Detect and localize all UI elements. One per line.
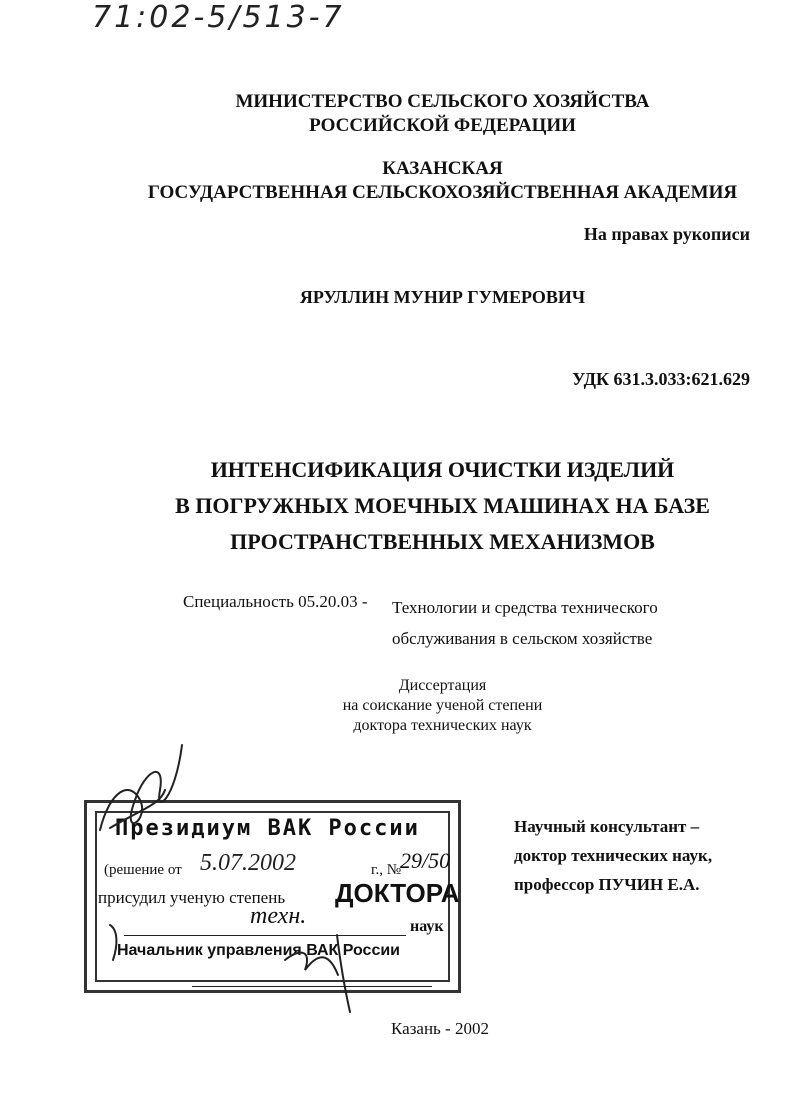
author-name: ЯРУЛЛИН МУНИР ГУМЕРОВИЧ bbox=[299, 287, 586, 307]
rights-note: На правах рукописи bbox=[583, 224, 750, 244]
specialty-value-line-1: Технологии и средства технического bbox=[392, 598, 658, 617]
consultant-line-2: доктор технических наук, bbox=[514, 846, 713, 865]
consultant-line-1: Научный консультант – bbox=[514, 817, 700, 836]
dissertation-line-3: доктора технических наук bbox=[353, 717, 532, 734]
specialty-value bbox=[392, 592, 712, 654]
stamp-decision-label: (решение от bbox=[104, 862, 182, 878]
thesis-title bbox=[0, 452, 798, 560]
scientific-consultant bbox=[514, 812, 712, 899]
dissertation-line-1: Диссертация bbox=[398, 677, 487, 694]
consultant-line-3: профессор ПУЧИН Е.А. bbox=[514, 875, 700, 894]
stamp-field: техн. bbox=[250, 903, 307, 929]
stamp-awarded-text: присудил ученую степень bbox=[98, 888, 286, 907]
city-year: Казань - 2002 bbox=[391, 1019, 489, 1038]
dissertation-note bbox=[0, 676, 798, 736]
stamp-degree: ДОКТОРА bbox=[335, 878, 460, 908]
stamp-sciences: наук bbox=[410, 918, 444, 935]
specialty-value-line-2: обслуживания в сельском хозяйстве bbox=[392, 629, 653, 648]
ministry-header bbox=[0, 90, 798, 138]
udk-code: УДК 631.3.033:621.629 bbox=[572, 369, 750, 389]
archive-code: 71:02-5/513-7 bbox=[92, 0, 345, 35]
dissertation-line-2: на соискание ученой степени bbox=[342, 697, 543, 714]
stamp-number: 29/50 bbox=[400, 848, 451, 873]
stamp-title: Президиум ВАК России bbox=[115, 816, 420, 841]
stamp-signature-line bbox=[192, 986, 432, 987]
academy-line-1: КАЗАНСКАЯ bbox=[382, 158, 503, 179]
ministry-line-1: МИНИСТЕРСТВО СЕЛЬСКОГО ХОЗЯЙСТВА bbox=[235, 91, 650, 112]
stamp-field-underline bbox=[124, 935, 406, 936]
academy-header bbox=[0, 157, 798, 205]
title-line-2: В ПОГРУЖНЫХ МОЕЧНЫХ МАШИНАХ НА БАЗЕ bbox=[175, 493, 710, 518]
specialty-label: Специальность 05.20.03 - bbox=[183, 592, 368, 611]
stamp-date: 5.07.2002 bbox=[200, 850, 296, 876]
academy-line-2: ГОСУДАРСТВЕННАЯ СЕЛЬСКОХОЗЯЙСТВЕННАЯ АКАДЕМИЯ bbox=[147, 182, 738, 203]
ministry-line-2: РОССИЙСКОЙ ФЕДЕРАЦИИ bbox=[309, 115, 576, 136]
title-line-3: ПРОСТРАНСТВЕННЫХ МЕХАНИЗМОВ bbox=[230, 529, 655, 554]
title-line-1: ИНТЕНСИФИКАЦИЯ ОЧИСТКИ ИЗДЕЛИЙ bbox=[210, 457, 675, 482]
stamp-number-label: г., № bbox=[371, 862, 402, 878]
stamp-head-title: Начальник управления ВАК России bbox=[117, 942, 401, 959]
